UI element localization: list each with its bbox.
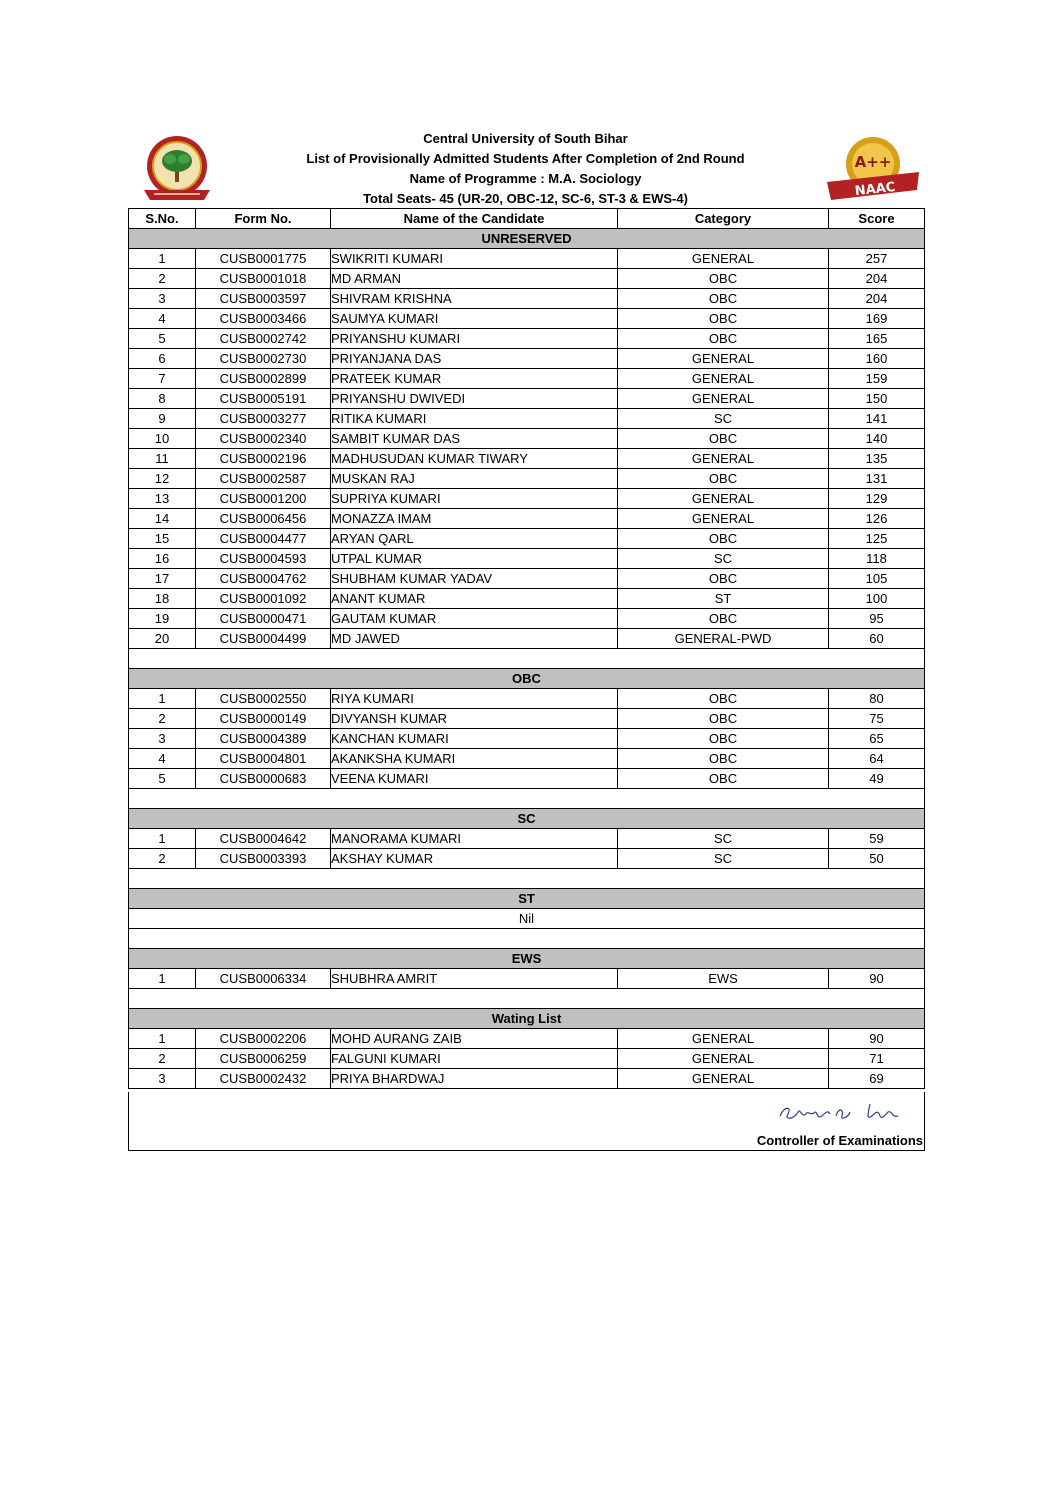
- score-cell: 204: [829, 289, 925, 309]
- table-body: [129, 229, 925, 1089]
- sno-cell: 2: [129, 1049, 196, 1069]
- sno-cell: 19: [129, 609, 196, 629]
- category-cell: GENERAL: [618, 449, 829, 469]
- score-cell: 150: [829, 389, 925, 409]
- category-cell: ST: [618, 589, 829, 609]
- form-no-cell: CUSB0002742: [196, 329, 331, 349]
- table-row: [129, 489, 925, 509]
- category-cell: SC: [618, 829, 829, 849]
- table-row: [129, 409, 925, 429]
- table-row: [129, 1049, 925, 1069]
- name-cell: MONAZZA IMAM: [331, 509, 618, 529]
- section-header-st: [129, 889, 925, 909]
- score-cell: 129: [829, 489, 925, 509]
- naac-badge-icon: [825, 134, 921, 208]
- name-cell: RIYA KUMARI: [331, 689, 618, 709]
- category-cell: OBC: [618, 749, 829, 769]
- table-row: [129, 469, 925, 489]
- category-cell: OBC: [618, 609, 829, 629]
- category-cell: GENERAL: [618, 1049, 829, 1069]
- name-cell: DIVYANSH KUMAR: [331, 709, 618, 729]
- sno-cell: 9: [129, 409, 196, 429]
- table-row: [129, 969, 925, 989]
- name-cell: KANCHAN KUMARI: [331, 729, 618, 749]
- score-cell: 49: [829, 769, 925, 789]
- form-no-cell: CUSB0001092: [196, 589, 331, 609]
- table-row: [129, 509, 925, 529]
- category-cell: SC: [618, 849, 829, 869]
- spacer-row: [129, 649, 925, 669]
- sno-cell: 1: [129, 829, 196, 849]
- signature-block: [128, 1092, 925, 1151]
- form-no-cell: CUSB0004801: [196, 749, 331, 769]
- table-row: [129, 269, 925, 289]
- category-cell: GENERAL: [618, 249, 829, 269]
- category-cell: OBC: [618, 329, 829, 349]
- name-cell: ANANT KUMAR: [331, 589, 618, 609]
- section-title: Wating List: [129, 1009, 925, 1029]
- table-row: [129, 589, 925, 609]
- sno-cell: 2: [129, 709, 196, 729]
- name-cell: SAMBIT KUMAR DAS: [331, 429, 618, 449]
- score-cell: 80: [829, 689, 925, 709]
- sno-cell: 1: [129, 249, 196, 269]
- form-no-cell: CUSB0000471: [196, 609, 331, 629]
- score-cell: 65: [829, 729, 925, 749]
- sno-cell: 8: [129, 389, 196, 409]
- category-cell: SC: [618, 409, 829, 429]
- form-no-cell: CUSB0000683: [196, 769, 331, 789]
- category-cell: GENERAL: [618, 1069, 829, 1089]
- handwritten-signature-icon: [774, 1096, 914, 1126]
- col-header-sno: S.No.: [129, 209, 196, 229]
- sno-cell: 18: [129, 589, 196, 609]
- name-cell: PRATEEK KUMAR: [331, 369, 618, 389]
- spacer-cell: [129, 989, 925, 1009]
- list-title: List of Provisionally Admitted Students After Completion of 2nd Round: [306, 151, 745, 166]
- form-no-cell: CUSB0004762: [196, 569, 331, 589]
- form-no-cell: CUSB0003393: [196, 849, 331, 869]
- category-cell: OBC: [618, 529, 829, 549]
- category-cell: OBC: [618, 769, 829, 789]
- category-cell: OBC: [618, 729, 829, 749]
- name-cell: PRIYANSHU KUMARI: [331, 329, 618, 349]
- sno-cell: 16: [129, 549, 196, 569]
- name-cell: PRIYANSHU DWIVEDI: [331, 389, 618, 409]
- table-row-nil: [129, 909, 925, 929]
- name-cell: MD JAWED: [331, 629, 618, 649]
- form-no-cell: CUSB0002206: [196, 1029, 331, 1049]
- table-row: [129, 249, 925, 269]
- table-row: [129, 709, 925, 729]
- form-no-cell: CUSB0002196: [196, 449, 331, 469]
- section-title: OBC: [129, 669, 925, 689]
- sno-cell: 1: [129, 689, 196, 709]
- table-row: [129, 729, 925, 749]
- sno-cell: 1: [129, 969, 196, 989]
- table-row: [129, 629, 925, 649]
- form-no-cell: CUSB0001018: [196, 269, 331, 289]
- table-row: [129, 529, 925, 549]
- form-no-cell: CUSB0003597: [196, 289, 331, 309]
- name-cell: MD ARMAN: [331, 269, 618, 289]
- score-cell: 69: [829, 1069, 925, 1089]
- category-cell: OBC: [618, 309, 829, 329]
- name-cell: UTPAL KUMAR: [331, 549, 618, 569]
- name-cell: AKSHAY KUMAR: [331, 849, 618, 869]
- section-title: UNRESERVED: [129, 229, 925, 249]
- category-cell: GENERAL: [618, 509, 829, 529]
- nil-cell: Nil: [129, 909, 925, 929]
- score-cell: 75: [829, 709, 925, 729]
- name-cell: ARYAN QARL: [331, 529, 618, 549]
- form-no-cell: CUSB0004499: [196, 629, 331, 649]
- name-cell: SWIKRITI KUMARI: [331, 249, 618, 269]
- form-no-cell: CUSB0001775: [196, 249, 331, 269]
- name-cell: SHIVRAM KRISHNA: [331, 289, 618, 309]
- score-cell: 100: [829, 589, 925, 609]
- section-header-unreserved: [129, 229, 925, 249]
- table-row: [129, 549, 925, 569]
- spacer-cell: [129, 929, 925, 949]
- spacer-row: [129, 929, 925, 949]
- section-header-sc: [129, 809, 925, 829]
- name-cell: FALGUNI KUMARI: [331, 1049, 618, 1069]
- sno-cell: 15: [129, 529, 196, 549]
- category-cell: OBC: [618, 569, 829, 589]
- spacer-cell: [129, 869, 925, 889]
- sno-cell: 17: [129, 569, 196, 589]
- sno-cell: 2: [129, 849, 196, 869]
- score-cell: 118: [829, 549, 925, 569]
- category-cell: EWS: [618, 969, 829, 989]
- form-no-cell: CUSB0003277: [196, 409, 331, 429]
- admission-list-table: [128, 208, 925, 1089]
- category-cell: OBC: [618, 689, 829, 709]
- form-no-cell: CUSB0002587: [196, 469, 331, 489]
- score-cell: 131: [829, 469, 925, 489]
- category-cell: OBC: [618, 429, 829, 449]
- table-row: [129, 289, 925, 309]
- score-cell: 169: [829, 309, 925, 329]
- score-cell: 204: [829, 269, 925, 289]
- section-header-obc: [129, 669, 925, 689]
- score-cell: 90: [829, 1029, 925, 1049]
- category-cell: OBC: [618, 469, 829, 489]
- sno-cell: 5: [129, 329, 196, 349]
- form-no-cell: CUSB0002730: [196, 349, 331, 369]
- sno-cell: 2: [129, 269, 196, 289]
- score-cell: 126: [829, 509, 925, 529]
- category-cell: OBC: [618, 709, 829, 729]
- name-cell: AKANKSHA KUMARI: [331, 749, 618, 769]
- sno-cell: 4: [129, 309, 196, 329]
- score-cell: 141: [829, 409, 925, 429]
- form-no-cell: CUSB0005191: [196, 389, 331, 409]
- form-no-cell: CUSB0001200: [196, 489, 331, 509]
- table-row: [129, 389, 925, 409]
- category-cell: GENERAL: [618, 369, 829, 389]
- programme-name: Name of Programme : M.A. Sociology: [409, 171, 642, 186]
- table-row: [129, 309, 925, 329]
- sno-cell: 11: [129, 449, 196, 469]
- section-title: EWS: [129, 949, 925, 969]
- section-header-ews: [129, 949, 925, 969]
- form-no-cell: CUSB0006456: [196, 509, 331, 529]
- name-cell: MOHD AURANG ZAIB: [331, 1029, 618, 1049]
- table-row: [129, 749, 925, 769]
- score-cell: 160: [829, 349, 925, 369]
- category-cell: GENERAL-PWD: [618, 629, 829, 649]
- sno-cell: 7: [129, 369, 196, 389]
- form-no-cell: CUSB0004593: [196, 549, 331, 569]
- category-cell: GENERAL: [618, 1029, 829, 1049]
- name-cell: VEENA KUMARI: [331, 769, 618, 789]
- form-no-cell: CUSB0004477: [196, 529, 331, 549]
- total-seats: Total Seats- 45 (UR-20, OBC-12, SC-6, ST-3 & EWS-4): [363, 191, 688, 206]
- score-cell: 105: [829, 569, 925, 589]
- table-row: [129, 829, 925, 849]
- name-cell: MANORAMA KUMARI: [331, 829, 618, 849]
- name-cell: PRIYANJANA DAS: [331, 349, 618, 369]
- form-no-cell: CUSB0002432: [196, 1069, 331, 1089]
- naac-label: NAAC: [854, 179, 896, 200]
- table-row: [129, 1029, 925, 1049]
- col-header-form-no: Form No.: [196, 209, 331, 229]
- name-cell: MADHUSUDAN KUMAR TIWARY: [331, 449, 618, 469]
- form-no-cell: CUSB0006334: [196, 969, 331, 989]
- score-cell: 125: [829, 529, 925, 549]
- table-row: [129, 449, 925, 469]
- name-cell: GAUTAM KUMAR: [331, 609, 618, 629]
- header-text-block: [228, 129, 823, 209]
- score-cell: 140: [829, 429, 925, 449]
- university-logo-icon: [140, 134, 214, 204]
- form-no-cell: CUSB0002550: [196, 689, 331, 709]
- col-header-name: Name of the Candidate: [331, 209, 618, 229]
- category-cell: GENERAL: [618, 489, 829, 509]
- col-header-score: Score: [829, 209, 925, 229]
- sno-cell: 3: [129, 289, 196, 309]
- spacer-cell: [129, 789, 925, 809]
- sno-cell: 20: [129, 629, 196, 649]
- sno-cell: 6: [129, 349, 196, 369]
- form-no-cell: CUSB0004642: [196, 829, 331, 849]
- sno-cell: 3: [129, 1069, 196, 1089]
- name-cell: SHUBHRA AMRIT: [331, 969, 618, 989]
- form-no-cell: CUSB0003466: [196, 309, 331, 329]
- sno-cell: 4: [129, 749, 196, 769]
- university-name: Central University of South Bihar: [423, 131, 628, 146]
- table-row: [129, 689, 925, 709]
- score-cell: 95: [829, 609, 925, 629]
- form-no-cell: CUSB0002899: [196, 369, 331, 389]
- spacer-row: [129, 789, 925, 809]
- spacer-cell: [129, 649, 925, 669]
- score-cell: 50: [829, 849, 925, 869]
- form-no-cell: CUSB0000149: [196, 709, 331, 729]
- sno-cell: 1: [129, 1029, 196, 1049]
- score-cell: 60: [829, 629, 925, 649]
- category-cell: GENERAL: [618, 349, 829, 369]
- form-no-cell: CUSB0002340: [196, 429, 331, 449]
- name-cell: RITIKA KUMARI: [331, 409, 618, 429]
- sno-cell: 14: [129, 509, 196, 529]
- category-cell: OBC: [618, 269, 829, 289]
- section-title: ST: [129, 889, 925, 909]
- form-no-cell: CUSB0004389: [196, 729, 331, 749]
- table-row: [129, 769, 925, 789]
- category-cell: GENERAL: [618, 389, 829, 409]
- sno-cell: 12: [129, 469, 196, 489]
- naac-grade: A++: [854, 153, 892, 171]
- table-row: [129, 1069, 925, 1089]
- score-cell: 64: [829, 749, 925, 769]
- name-cell: SHUBHAM KUMAR YADAV: [331, 569, 618, 589]
- category-cell: SC: [618, 549, 829, 569]
- score-cell: 71: [829, 1049, 925, 1069]
- score-cell: 159: [829, 369, 925, 389]
- controller-of-examinations: Controller of Examinations: [756, 1133, 923, 1148]
- name-cell: PRIYA BHARDWAJ: [331, 1069, 618, 1089]
- score-cell: 165: [829, 329, 925, 349]
- section-title: SC: [129, 809, 925, 829]
- spacer-row: [129, 989, 925, 1009]
- table-row: [129, 429, 925, 449]
- score-cell: 257: [829, 249, 925, 269]
- table-row: [129, 609, 925, 629]
- document-header: [128, 128, 923, 210]
- table-row: [129, 329, 925, 349]
- sno-cell: 10: [129, 429, 196, 449]
- col-header-category: Category: [618, 209, 829, 229]
- category-cell: OBC: [618, 289, 829, 309]
- section-header-wating-list: [129, 1009, 925, 1029]
- sno-cell: 3: [129, 729, 196, 749]
- table-row: [129, 349, 925, 369]
- score-cell: 59: [829, 829, 925, 849]
- name-cell: SUPRIYA KUMARI: [331, 489, 618, 509]
- score-cell: 135: [829, 449, 925, 469]
- table-row: [129, 369, 925, 389]
- table-header-row: [129, 209, 925, 229]
- table-row: [129, 569, 925, 589]
- form-no-cell: CUSB0006259: [196, 1049, 331, 1069]
- score-cell: 90: [829, 969, 925, 989]
- table-row: [129, 849, 925, 869]
- sno-cell: 5: [129, 769, 196, 789]
- name-cell: MUSKAN RAJ: [331, 469, 618, 489]
- spacer-row: [129, 869, 925, 889]
- sno-cell: 13: [129, 489, 196, 509]
- name-cell: SAUMYA KUMARI: [331, 309, 618, 329]
